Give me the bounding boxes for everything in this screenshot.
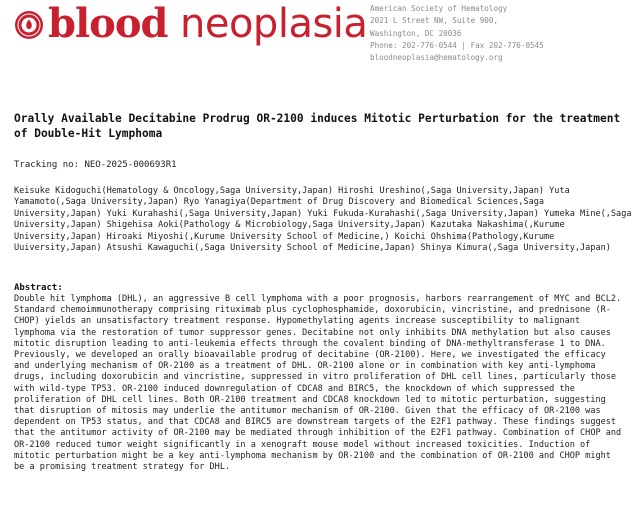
journal-seal-icon xyxy=(14,10,44,40)
journal-header xyxy=(0,0,640,72)
contact-email[interactable]: bloodneoplasia@hematology.org xyxy=(370,53,503,63)
article-title: Orally Available Decitabine Prodrug OR-2100 induces Mitotic Perturbation for the treatment of Double-Hit Lymphoma xyxy=(14,112,621,140)
author-list: Keisuke Kidoguchi(Hematology & Oncology,Saga University,Japan) Hiroshi Ureshino(,Saga University,Japan) Yuta Yamamoto(,Saga University,Japan) Ryo Yanagiya(Department of Drug Discovery and Biomedical Sciences,Saga University,Japan) Yuki Kurahashi(,Saga University,Japan) Yuki Fukuda-Kurahashi(,Saga University,Japan) Yumeka Mine(,Saga University,Japan) Shigehisa Aoki(Pathology & Microbiology,Saga University,Japan) Kazutaka Nakashima(,Kurume University,Japan) Hiroaki Miyoshi(,Kurume University School of Medicine,) Koichi Ohshima(Pathology,Kurume Uuiversity,Japan) Atsushi Kawaguchi(,Saga University School of Medicine,Japan) Shinya Kimura(,Saga University,Japan) xyxy=(14,186,632,254)
tracking-number: Tracking no: NEO-2025-000693R1 xyxy=(14,160,177,170)
phone-fax: Phone: 202-776-0544 | Fax 202-776-0545 xyxy=(370,40,544,50)
abstract-text: Double hit lymphoma (DHL), an aggressive B cell lymphoma with a poor prognosis, harbors rearrangement of MYC and BCL2. Standard chemoimmunotherapy comprising rituximab plus cyclophosphamide, doxorubicin, vincristine, and prednisone (R-CHOP) yields an unsatisfactory treatment response. Hypomethylating agents increase susceptibility to malignant lymphoma via the restoration of tumor suppressor genes. Decitabine not only inhibits DNA methylation but also causes mitotic disruption leading to anti-leukemia effects through the covalent binding of DNA-methyltransferase 1 to DNA. Previously, we developed an orally bioavailable prodrug of decitabine (OR-2100). Here, we investigated the efficacy and underlying mechanism of OR-2100 as a treatment of DHL. OR-2100 alone or in combination with key anti-lymphoma drugs, including doxorubicin and vincristine, suppressed in vitro proliferation of DHL cell lines, particularly those with wild-type TP53. OR-2100 induced downregulation of CDCA8 and BIRC5, the knockdown of which suppressed the proliferation of DHL cell lines. Both OR-2100 treatment and CDCA8 knockdown led to mitotic perturbation, suggesting that disruption of mitosis may underlie the antitumor mechanism of OR-2100. Given that the efficacy of OR-2100 was dependent on TP53 status, and that CDCA8 and BIRC5 are downstream targets of the E2F1 pathway. These findings suggest that the antitumor activity of OR-2100 may be mediated through inhibition of the E2F1 pathway. Combination of CHOP and OR-2100 reduced tumor weight significantly in a xenograft mouse model without increased toxicities. Induction of mitotic perturbation might be a key anti-lymphoma mechanism by OR-2100 and the combination of OR-2100 and CHOP might be a promising treatment strategy for DHL. xyxy=(14,294,622,473)
abstract-heading: Abstract: xyxy=(14,283,63,293)
publisher-name: American Society of Hematology xyxy=(370,4,508,13)
address-line-2: Washington, DC 20036 xyxy=(370,28,462,38)
address-line-1: 2021 L Street NW, Suite 900, xyxy=(370,16,499,26)
logo-blood-text: blood xyxy=(48,0,168,47)
publisher-contact xyxy=(370,3,544,64)
logo-neoplasia-text: neoplasia xyxy=(180,1,368,47)
